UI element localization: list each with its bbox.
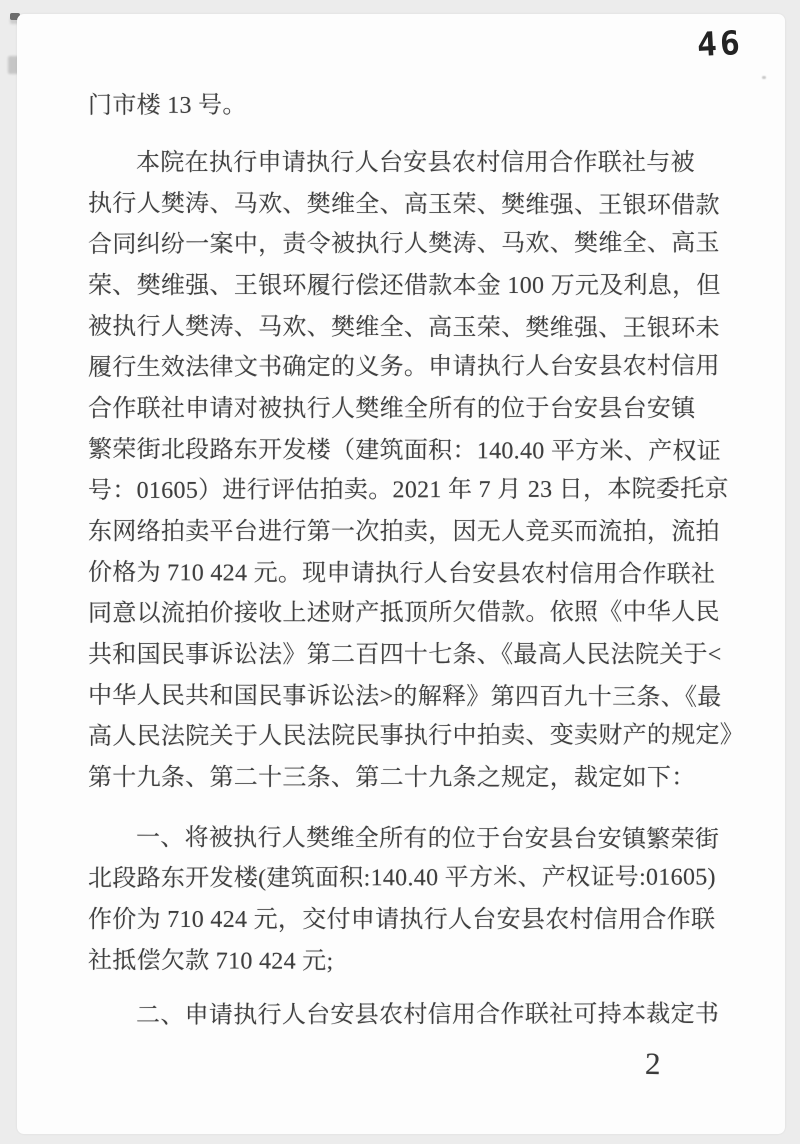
document-page (17, 14, 785, 1134)
document-line: 同意以流拍价接收上述财产抵顶所欠借款。依照《中华人民 (87, 599, 720, 627)
document-line: 东网络拍卖平台进行第一次拍卖，因无人竞买而流拍，流拍 (88, 519, 720, 545)
document-line: 履行生效法律文书确定的义务。申请执行人台安县农村信用 (87, 353, 720, 381)
document-line: 门市楼 13 号。 (87, 92, 247, 119)
document-line: 第十九条、第二十三条、第二十九条之规定，裁定如下： (88, 765, 696, 791)
document-line: 社抵偿欠款 710 424 元; (87, 948, 334, 975)
document-line: 本院在执行申请执行人台安县农村信用合作联社与被 (136, 150, 695, 176)
page-number: 2 (644, 1045, 661, 1082)
document-line: 价格为 710 424 元。现申请执行人台安县农村信用合作联社 (87, 560, 716, 588)
document-line: 合同纠纷一案中，责令被执行人樊涛、马欢、樊维全、高玉 (87, 230, 720, 258)
document-line: 作价为 710 424 元，交付申请执行人台安县农村信用合作联 (88, 907, 716, 933)
document-line: 合作联社申请对被执行人樊维全所有的位于台安县台安镇 (88, 396, 696, 422)
document-line: 执行人樊涛、马欢、樊维全、高玉荣、樊维强、王银环借款 (87, 191, 720, 219)
document-line: 繁荣街北段路东开发楼（建筑面积：140.40 平方米、产权证 (87, 437, 722, 465)
document-line: 北段路东开发楼(建筑面积:140.40 平方米、产权证号:01605) (87, 864, 716, 892)
page-stamp-number: 46 (696, 22, 744, 65)
scan-artifact-dot (762, 76, 766, 79)
document-line: 高人民法院关于人民法院民事执行中拍卖、变卖财产的规定》 (87, 722, 745, 750)
document-line: 荣、樊维强、王银环履行偿还借款本金 100 万元及利息，但 (88, 273, 721, 299)
document-body (87, 86, 745, 1037)
document-line: 被执行人樊涛、马欢、樊维全、高玉荣、樊维强、王银环未 (87, 314, 720, 342)
document-line-ruling-item-1: 一、将被执行人樊维全所有的位于台安县台安镇繁荣街 (135, 825, 720, 853)
document-line: 共和国民事诉讼法》第二百四十七条、《最高人民法院关于< (88, 642, 722, 668)
document-line-ruling-item-2: 二、申请执行人台安县农村信用合作联社可持本裁定书 (135, 1001, 720, 1029)
document-line: 中华人民共和国民事诉讼法>的解释》第四百九十三条、《最 (87, 683, 722, 711)
document-line: 号：01605）进行评估拍卖。2021 年 7 月 23 日，本院委托京 (87, 476, 729, 504)
